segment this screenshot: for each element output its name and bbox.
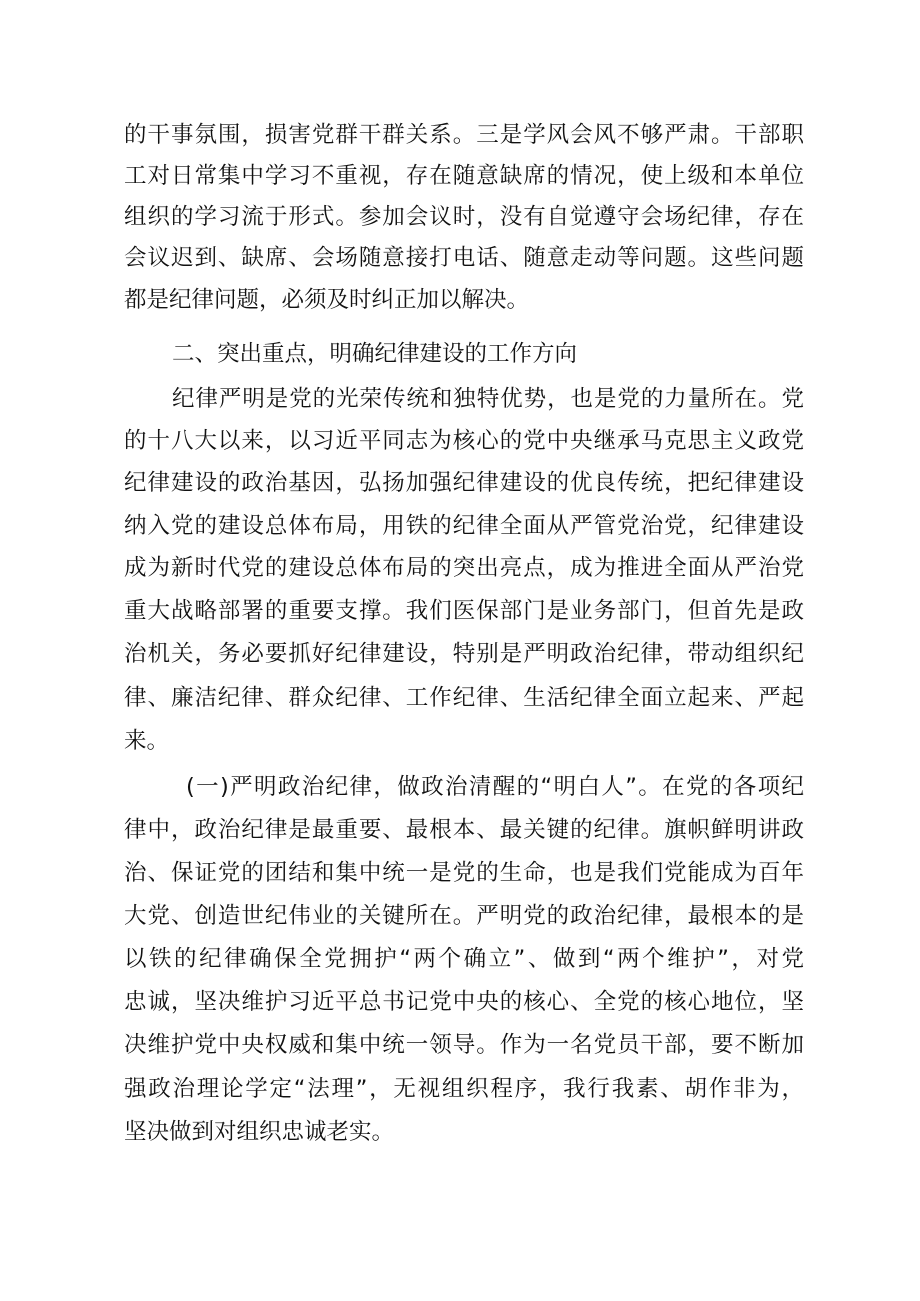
paragraph-line: 大党、创造世纪伟业的关键所在。严明党的政治纪律，最根本的是 (124, 903, 804, 929)
paragraph-line: 以铁的纪律确保全党拥护“两个确立”、做到“两个维护”，对党 (124, 946, 804, 972)
paragraph-line: 强政治理论学定“法理”，无视组织程序，我行我素、胡作非为， (124, 1076, 804, 1102)
subsection-line: (一)严明政治纪律，做政治清醒的“明白人”。在党的各项纪 (186, 774, 804, 800)
paragraph-line: 成为新时代党的建设总体布局的突出亮点，成为推进全面从严治党 (124, 555, 804, 581)
paragraph-line: 组织的学习流于形式。参加会议时，没有自觉遵守会场纪律，存在 (124, 204, 804, 230)
paragraph-line: 纪律严明是党的光荣传统和独特优势，也是党的力量所在。党 (172, 386, 804, 412)
paragraph-line: 都是纪律问题，必须及时纠正加以解决。 (124, 287, 530, 313)
paragraph-line: 的干事氛围，损害党群干群关系。三是学风会风不够严肃。干部职 (124, 122, 804, 148)
paragraph-line: 治机关，务必要抓好纪律建设，特别是严明政治纪律，带动组织纪 (124, 641, 804, 667)
paragraph-line: 坚决做到对组织忠诚老实。 (124, 1119, 395, 1145)
paragraph-line: 律、廉洁纪律、群众纪律、工作纪律、生活纪律全面立起来、严起 (124, 685, 804, 711)
paragraph-line: 来。 (124, 728, 170, 754)
paragraph-line: 纳入党的建设总体布局，用铁的纪律全面从严管党治党，纪律建设 (124, 513, 804, 539)
paragraph-line: 决维护党中央权威和集中统一领导。作为一名党员干部，要不断加 (124, 1032, 804, 1058)
paragraph-line: 忠诚，坚决维护习近平总书记党中央的核心、全党的核心地位，坚 (124, 989, 804, 1015)
paragraph-line: 工对日常集中学习不重视，存在随意缺席的情况，使上级和本单位 (124, 163, 804, 189)
paragraph-line: 重大战略部署的重要支撑。我们医保部门是业务部门，但首先是政 (124, 598, 804, 624)
paragraph-line: 会议迟到、缺席、会场随意接打电话、随意走动等问题。这些问题 (124, 245, 804, 271)
paragraph-line: 治、保证党的团结和集中统一是党的生命，也是我们党能成为百年 (124, 860, 804, 886)
paragraph-line: 的十八大以来，以习近平同志为核心的党中央继承马克思主义政党 (124, 428, 804, 454)
paragraph-line: 律中，政治纪律是最重要、最根本、最关键的纪律。旗帜鲜明讲政 (124, 817, 804, 843)
section-heading: 二、突出重点，明确纪律建设的工作方向 (172, 341, 578, 367)
paragraph-line: 纪律建设的政治基因，弘扬加强纪律建设的优良传统，把纪律建设 (124, 470, 804, 496)
